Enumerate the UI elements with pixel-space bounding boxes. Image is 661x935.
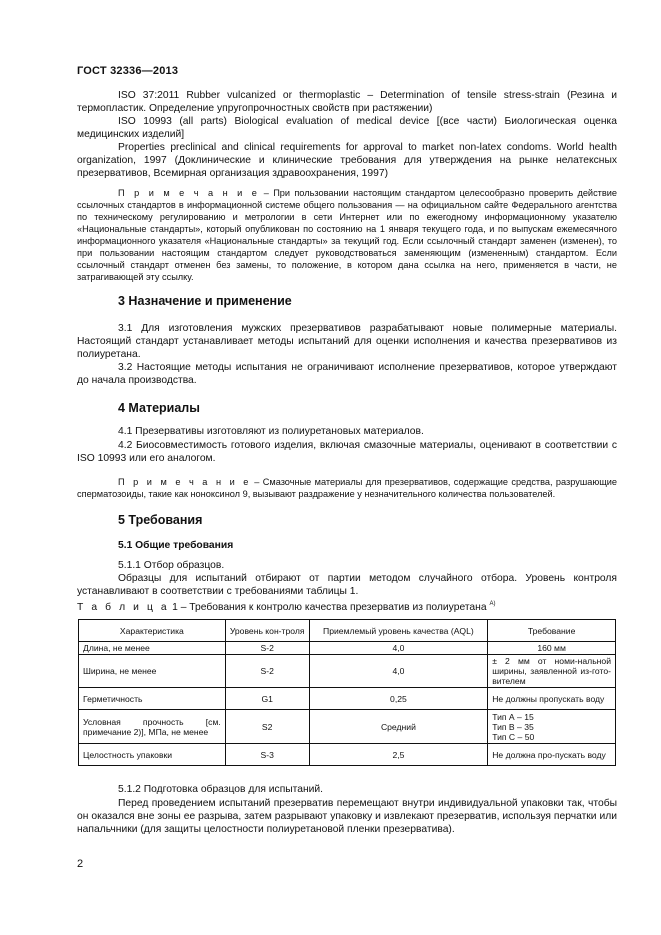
- note-label: П р и м е ч а н и е: [118, 477, 251, 487]
- note-text: – Смазочные материалы для презервативов, содержащие средства, разрушающие сперматозоиды, такие как ноноксинол 9, вызывают раздражение у незначительного количества пользователей.: [77, 477, 618, 499]
- table-cell: Не должны пропускать воду: [488, 688, 616, 710]
- table-cell: S-2: [225, 642, 309, 655]
- note-text: – При пользовании настоящим стандартом целесообразно проверить действие ссылочных стандартов в информационной системе общего пользования — на официальном сайте Федерального агентства по техническому регулированию и метрологии в сети Интернет или по ежегодному информационному указателю «Национальные стандарты», который опубликован по состоянию на 1 января текущего года, и по выпускам ежемесячного информационного указателя «Национальные стандарты» за текущий год. Если ссылочный стандарт заменен (изменен), то при пользовании настоящим стандартом следует руководствоваться заменяющим (измененным) стандартом. Если ссылочный стандарт отменен без замены, то положение, в котором дана ссылка на него, применяется в части, не затрагивающей эту ссылку.: [77, 188, 617, 282]
- table-header-cell: Приемлемый уровень качества (AQL): [309, 620, 488, 642]
- table-caption: [77, 601, 495, 613]
- reference-iso10993: ISO 10993 (all parts) Biological evaluation of medical device [(все части) Биологическая оценка медицинских изделий]: [77, 116, 617, 140]
- table-cell: Герметичность: [79, 688, 226, 710]
- paragraph-5-1-2: 5.1.2 Подготовка образцов для испытаний.: [118, 784, 324, 795]
- table-cell: Ширина, не менее: [79, 655, 226, 688]
- table-cell: ± 2 мм от номи-нальной ширины, заявленной из-гото-вителем: [488, 655, 616, 688]
- table-cell: G1: [225, 688, 309, 710]
- table-caption-text: 1 – Требования к контролю качества презерватив из полиуретана: [169, 602, 487, 613]
- table-cell: S2: [225, 710, 309, 744]
- table-cell: Длина, не менее: [79, 642, 226, 655]
- paragraph-5-1-1-text: Образцы для испытаний отбирают от партии методом случайного отбора. Уровень контроля устанавливают в соответствии с требованиями таблицы 1.: [77, 573, 617, 597]
- table-header-row: [79, 620, 616, 642]
- paragraph-3-2: 3.2 Настоящие методы испытания не ограничивают исполнение презервативов, которое утверждают до начала производства.: [77, 362, 617, 386]
- paragraph-4-1: 4.1 Презервативы изготовляют из полиуретановых материалов.: [118, 426, 424, 437]
- note-materials: [77, 476, 617, 500]
- table-cell: 4,0: [309, 642, 488, 655]
- table-cell: S-3: [225, 744, 309, 766]
- table-cell: 0,25: [309, 688, 488, 710]
- section-3-title: 3 Назначение и применение: [118, 294, 292, 308]
- paragraph-3-1: 3.1 Для изготовления мужских презервативов разрабатывают новые полимерные материалы. Настоящий стандарт устанавливает методы испытаний для оценки исполнения и качества презервативов из полиуретана.: [77, 323, 617, 360]
- paragraph-5-1-1: 5.1.1 Отбор образцов.: [118, 560, 225, 571]
- paragraph-5-1-2-text: Перед проведением испытаний презерватив перемещают внутри индивидуальной упаковки так, чтобы он оказался вне зоны ее разрыва, затем разрывают упаковку и извлекают презерватив, используя перчатки или напальчники (для защиты целостности полиуретановой пленки презерватива).: [77, 798, 617, 835]
- table-row: [79, 642, 616, 655]
- table-cell: Целостность упаковки: [79, 744, 226, 766]
- table-cell: Не должна про-пускать воду: [488, 744, 616, 766]
- section-4-title: 4 Материалы: [118, 401, 200, 415]
- table-row: [79, 744, 616, 766]
- requirements-table: [78, 619, 616, 766]
- table-cell: Средний: [309, 710, 488, 744]
- table-row: [79, 710, 616, 744]
- section-5-title: 5 Требования: [118, 513, 203, 527]
- reference-iso37: ISO 37:2011 Rubber vulcanized or thermoplastic – Determination of tensile stress-strain (Резина и термопластик. Определение упругопрочностных свойств при растяжении): [77, 90, 617, 114]
- table-cell: Тип А – 15 Тип В – 35 Тип С – 50: [488, 710, 616, 744]
- subsection-5-1-title: 5.1 Общие требования: [118, 540, 234, 551]
- table-caption-footnote: А): [489, 601, 496, 607]
- note-references: [77, 187, 617, 283]
- table-cell: S-2: [225, 655, 309, 688]
- table-cell: 2,5: [309, 744, 488, 766]
- standard-header: ГОСТ 32336—2013: [77, 65, 179, 77]
- table-row: [79, 655, 616, 688]
- reference-who: Properties preclinical and clinical requirements for approval to market non-latex condoms. World health organization, 1997 (Доклинические и клинические требования для утверждения на рынке нелатексных презервативов, Всемирная организация здравоохранения, 1997): [77, 142, 617, 179]
- table-cell: 4,0: [309, 655, 488, 688]
- note-label: П р и м е ч а н и е: [118, 188, 260, 198]
- table-caption-label: Т а б л и ц а: [77, 602, 170, 613]
- page-number: 2: [77, 858, 84, 870]
- table-row: [79, 688, 616, 710]
- table-header-cell: Характеристика: [79, 620, 226, 642]
- table-cell: Условная прочность [см. примечание 2)], МПа, не менее: [79, 710, 226, 744]
- table-header-cell: Требование: [488, 620, 616, 642]
- paragraph-4-2: 4.2 Биосовместимость готового изделия, включая смазочные материалы, оценивают в соответствии с ISO 10993 или его аналогом.: [77, 440, 617, 464]
- table-header-cell: Уровень кон-троля: [225, 620, 309, 642]
- table-cell: 160 мм: [488, 642, 616, 655]
